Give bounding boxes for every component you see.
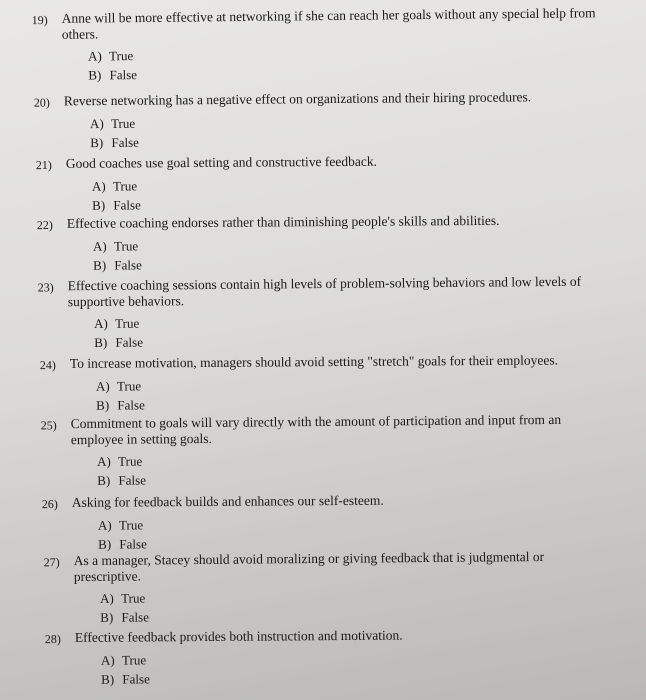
option-label: False: [114, 257, 142, 273]
option-label: True: [116, 378, 142, 394]
question-number: 22): [36, 217, 53, 233]
option-letter: A): [97, 517, 112, 533]
question-25: [41, 412, 592, 491]
option-letter: B): [94, 334, 108, 350]
option-label: False: [113, 197, 141, 213]
question-27: [44, 549, 585, 628]
question-number: 28): [44, 631, 61, 647]
option-label: True: [113, 238, 139, 254]
option-false[interactable]: [92, 192, 636, 215]
question-text: Effective coaching endorses rather than diminishing people's skills and abilities.: [66, 212, 500, 231]
option-label: True: [115, 315, 140, 331]
option-letter: A): [97, 453, 111, 469]
question-text: Anne will be more effective at networking if she can reach her goals without any special help from others.: [61, 5, 596, 42]
question-number: 21): [35, 157, 52, 173]
question-24: [40, 352, 640, 415]
question-number: 26): [41, 496, 58, 512]
question-text: To increase motivation, managers should avoid setting "stretch" goals for their employees.: [69, 352, 558, 371]
option-letter: A): [94, 315, 108, 331]
question-text: Effective feedback provides both instruction and motivation.: [74, 627, 403, 645]
question-28: [45, 626, 645, 689]
option-label: True: [112, 178, 138, 194]
question-text: As a manager, Stacey should avoid moralizing or giving feedback that is judgmental or prescriptive.: [73, 548, 545, 585]
option-letter: A): [88, 48, 102, 64]
question-number: 23): [37, 280, 54, 295]
option-letter: B): [96, 397, 110, 413]
question-number: 27): [43, 555, 60, 570]
option-letter: B): [93, 257, 107, 273]
question-20: [34, 88, 634, 152]
question-number: 25): [40, 418, 57, 433]
option-letter: B): [97, 472, 111, 488]
option-label: False: [119, 536, 147, 552]
question-23: [38, 274, 609, 353]
option-letter: B): [92, 197, 106, 213]
option-label: True: [118, 517, 144, 533]
question-text: Reverse networking has a negative effect on organizations and their hiring procedures.: [63, 89, 532, 109]
option-false[interactable]: [100, 604, 584, 627]
option-label: True: [118, 453, 143, 469]
option-letter: A): [100, 652, 115, 668]
option-false[interactable]: [90, 128, 634, 152]
option-label: True: [109, 48, 134, 64]
question-26: [42, 491, 642, 554]
question-number: 20): [33, 95, 50, 110]
option-letter: B): [90, 135, 104, 151]
option-letter: B): [100, 609, 114, 625]
question-text: Commitment to goals will vary directly with the amount of participation and input from an employee in setting goals.: [70, 411, 562, 448]
option-false[interactable]: [93, 252, 637, 275]
option-label: False: [118, 472, 147, 488]
option-letter: A): [89, 116, 104, 132]
option-letter: B): [88, 67, 102, 83]
question-text: Good coaches use goal setting and constructive feedback.: [65, 153, 378, 171]
question-21: [36, 152, 636, 215]
option-label: False: [115, 334, 144, 350]
question-number: 19): [31, 12, 48, 28]
option-label: False: [109, 67, 138, 83]
option-false[interactable]: [97, 467, 591, 490]
option-label: False: [122, 671, 150, 687]
option-letter: A): [95, 378, 110, 394]
option-letter: A): [92, 238, 107, 254]
option-label: False: [117, 397, 145, 413]
option-letter: B): [98, 536, 112, 552]
option-label: False: [111, 134, 139, 150]
option-label: False: [121, 609, 150, 625]
option-letter: A): [100, 590, 114, 606]
question-19: [32, 5, 633, 85]
option-false[interactable]: [101, 666, 645, 689]
option-label: True: [121, 590, 146, 606]
option-label: True: [121, 652, 147, 668]
option-label: True: [110, 115, 136, 131]
question-text: Effective coaching sessions contain high levels of problem-solving behaviors and low levels of supportive behaviors.: [67, 273, 582, 310]
question-22: [37, 212, 637, 275]
option-letter: A): [91, 178, 106, 194]
question-number: 24): [39, 357, 56, 373]
question-text: Asking for feedback builds and enhances our self-esteem.: [71, 492, 384, 510]
option-false[interactable]: [94, 329, 608, 352]
option-letter: B): [101, 671, 115, 687]
